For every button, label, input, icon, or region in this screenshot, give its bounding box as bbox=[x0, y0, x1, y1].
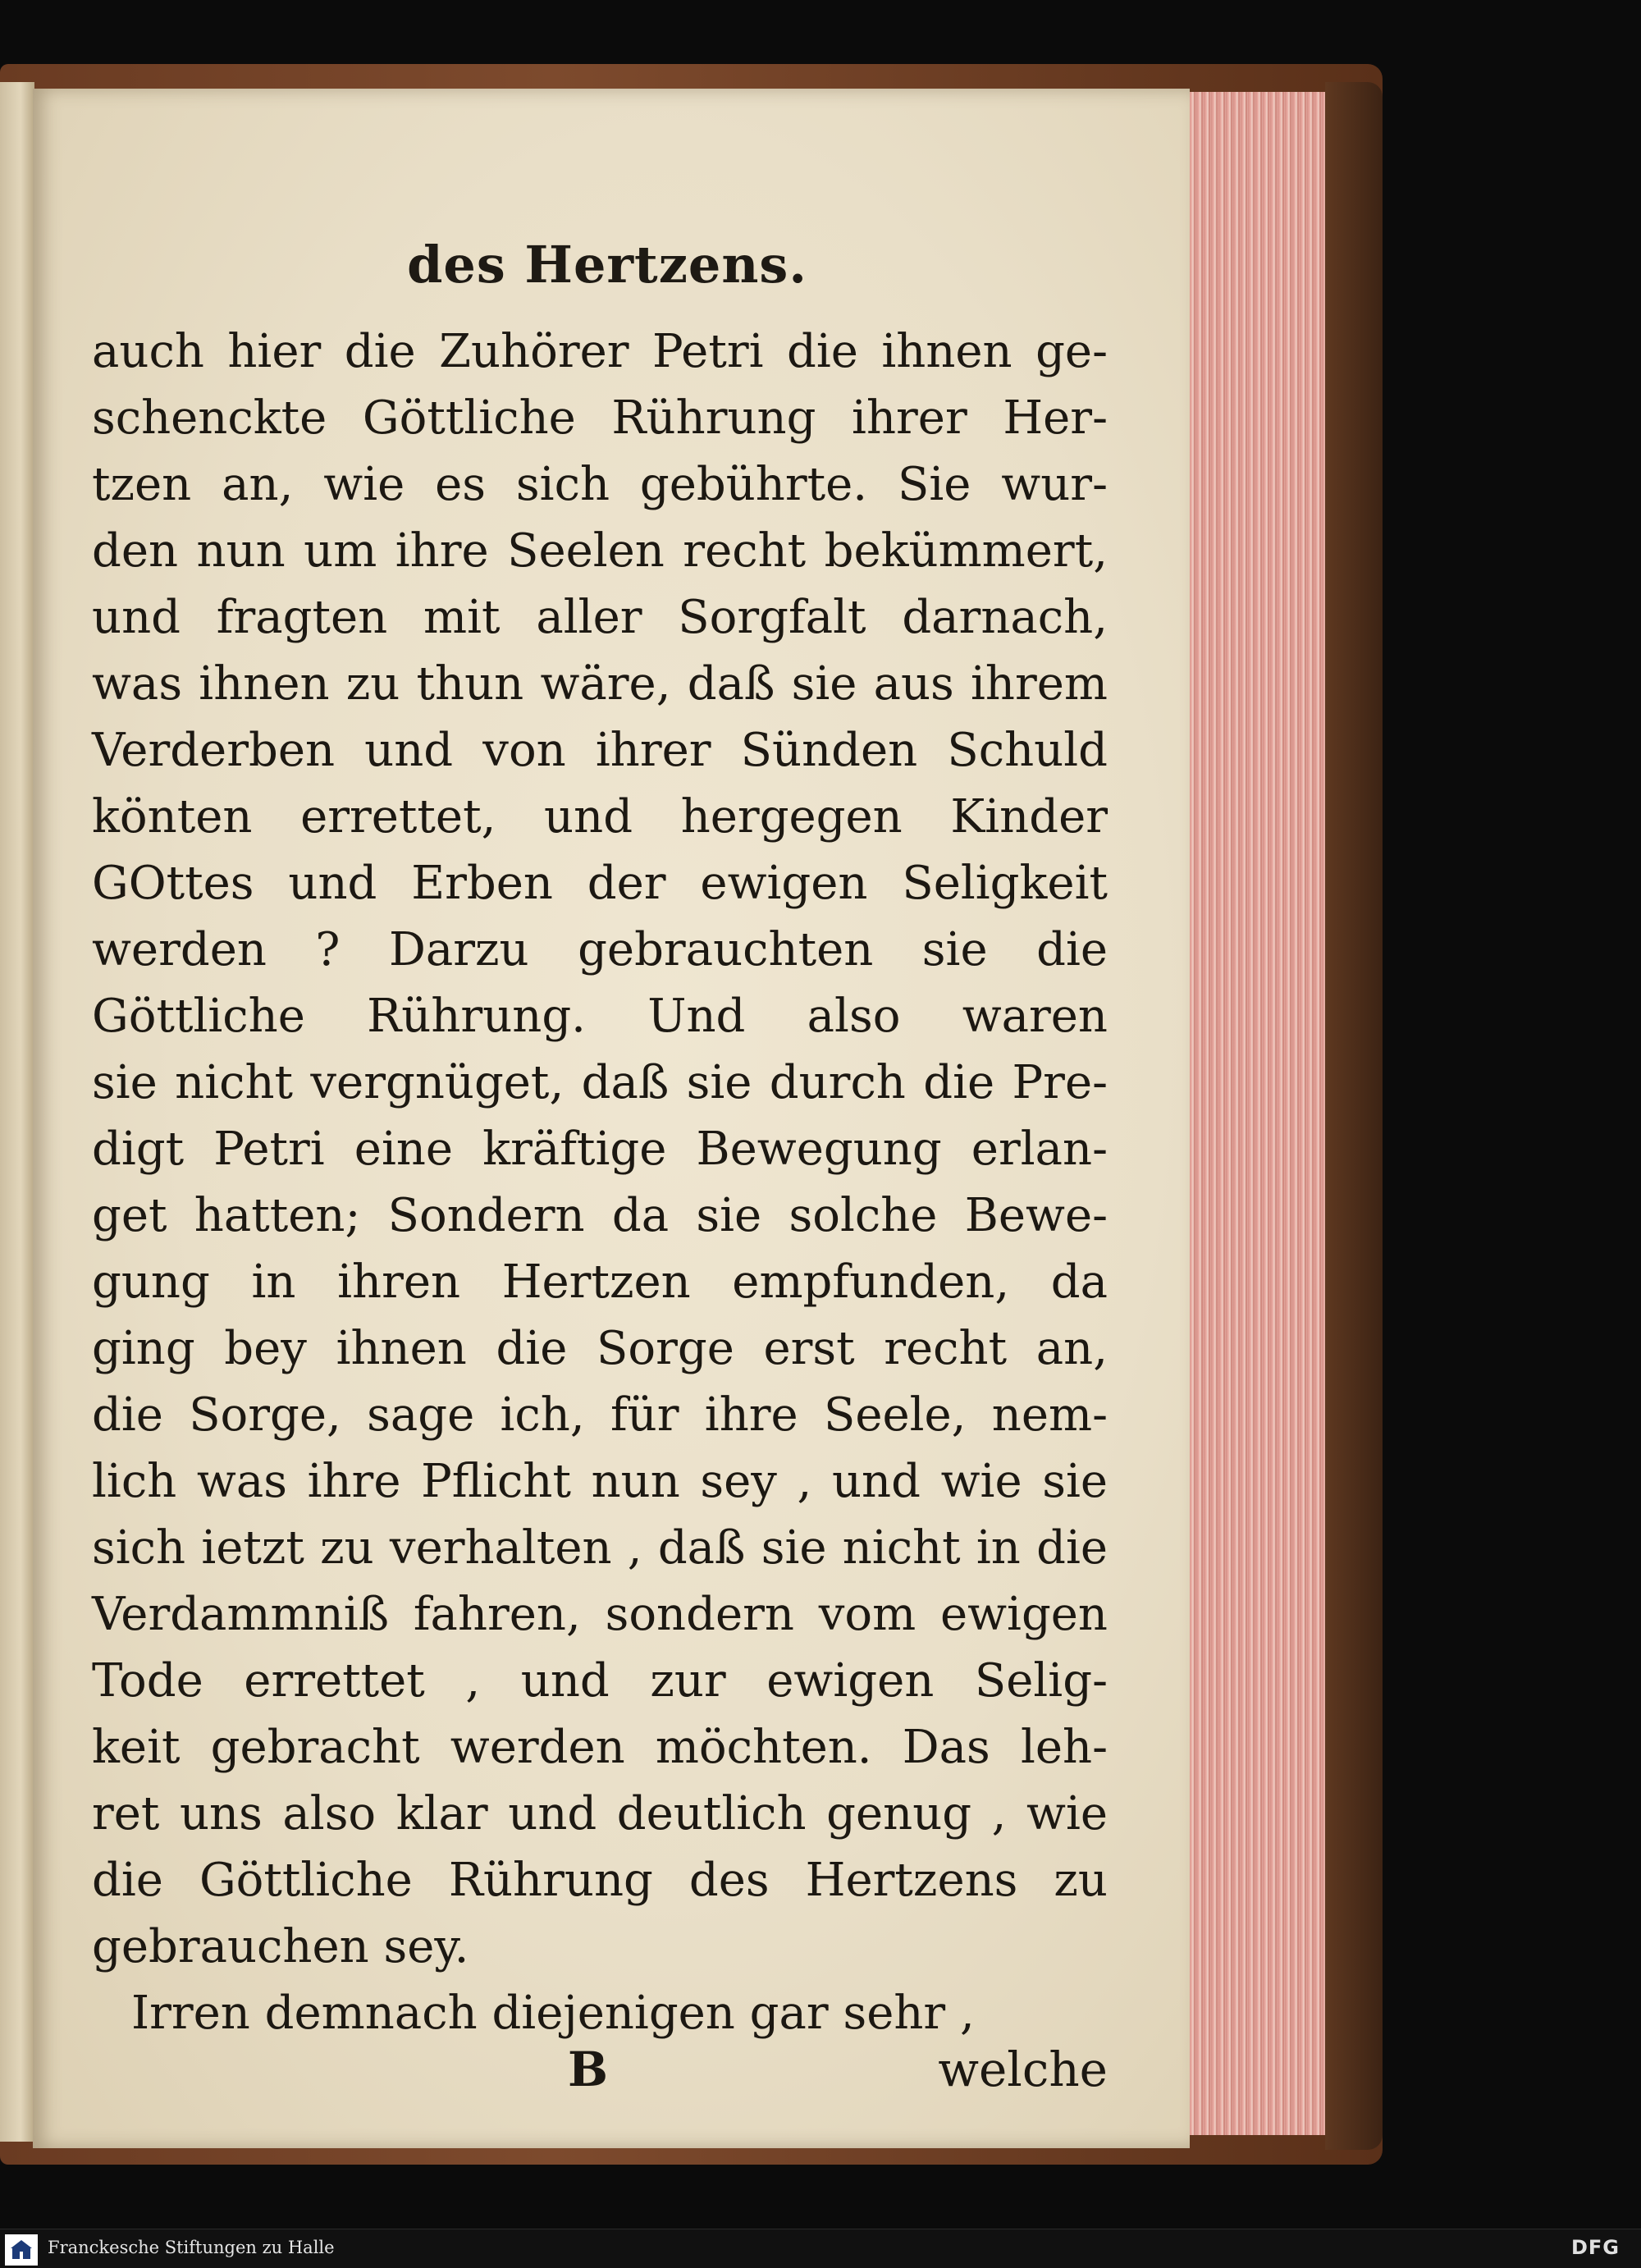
text-line: sich ietzt zu verhalten , daß sie nicht in die bbox=[92, 1521, 1108, 1575]
text-line: ret uns also klar und deutlich genug , wie bbox=[92, 1787, 1108, 1840]
text-line: schenckte Göttliche Rührung ihrer Her- bbox=[92, 391, 1108, 445]
body-text bbox=[92, 318, 1108, 2046]
text-line: werden ? Darzu gebrauchten sie die bbox=[92, 923, 1108, 976]
text-line: Göttliche Rührung. Und also waren bbox=[92, 990, 1108, 1043]
page-edges bbox=[1182, 92, 1332, 2135]
institution-name[interactable]: Franckesche Stiftungen zu Halle bbox=[48, 2238, 335, 2257]
text-line: lich was ihre Pflicht nun sey , und wie sie bbox=[92, 1455, 1108, 1508]
text-line: was ihnen zu thun wäre, daß sie aus ihrem bbox=[92, 657, 1108, 711]
running-head: des Hertzens. bbox=[407, 235, 807, 295]
institution-logo-icon[interactable] bbox=[5, 2234, 38, 2266]
page-foot bbox=[92, 2042, 1108, 2115]
text-line: die Göttliche Rührung des Hertzens zu bbox=[92, 1854, 1108, 1907]
text-line: und fragten mit aller Sorgfalt darnach, bbox=[92, 591, 1108, 644]
catchword: welche bbox=[938, 2042, 1108, 2097]
text-line: Tode errettet , und zur ewigen Selig- bbox=[92, 1654, 1108, 1708]
text-line: digt Petri eine kräftige Bewegung erlan- bbox=[92, 1123, 1108, 1176]
paragraph-start-line: Irren demnach diejenigen gar sehr , bbox=[131, 1987, 975, 2040]
text-line: tzen an, wie es sich gebührte. Sie wur- bbox=[92, 458, 1108, 511]
book-board-edge bbox=[1325, 82, 1383, 2150]
funder-logo[interactable]: DFG bbox=[1570, 2236, 1620, 2259]
signature-mark: B bbox=[568, 2042, 609, 2097]
text-line: gung in ihren Hertzen empfunden, da bbox=[92, 1255, 1108, 1309]
text-line: sie nicht vergnüget, daß sie durch die Pre- bbox=[92, 1056, 1108, 1109]
text-line: ging bey ihnen die Sorge erst recht an, bbox=[92, 1322, 1108, 1375]
text-line: Verdammniß fahren, sondern vom ewigen bbox=[92, 1588, 1108, 1641]
text-line: auch hier die Zuhörer Petri die ihnen ge- bbox=[92, 325, 1108, 378]
text-line: den nun um ihre Seelen recht bekümmert, bbox=[92, 524, 1108, 578]
text-line: get hatten; Sondern da sie solche Bewe- bbox=[92, 1189, 1108, 1242]
book-page bbox=[33, 89, 1190, 2148]
text-line: die Sorge, sage ich, für ihre Seele, nem- bbox=[92, 1388, 1108, 1442]
text-line: keit gebracht werden möchten. Das leh- bbox=[92, 1721, 1108, 1774]
left-page-edge bbox=[0, 82, 34, 2142]
text-line: GOttes und Erben der ewigen Seligkeit bbox=[92, 857, 1108, 910]
text-line: gebrauchen sey. bbox=[92, 1920, 469, 1973]
text-line: könten errettet, und hergegen Kinder bbox=[92, 790, 1108, 844]
text-line: Verderben und von ihrer Sünden Schuld bbox=[92, 724, 1108, 777]
viewer-footer-bar bbox=[0, 2229, 1641, 2268]
